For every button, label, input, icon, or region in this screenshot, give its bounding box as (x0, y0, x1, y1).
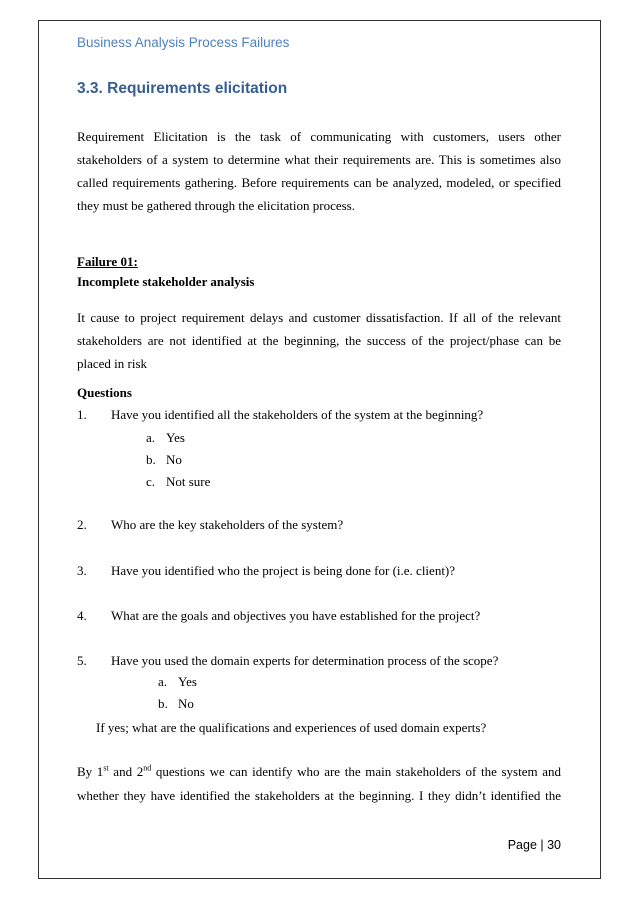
option-letter: c. (146, 474, 156, 489)
option (146, 473, 210, 491)
question-number: 5. (77, 653, 87, 668)
question-number: 3. (77, 563, 87, 578)
question-text: Who are the key stakeholders of the system? (111, 517, 344, 532)
option (146, 451, 182, 469)
option-letter: a. (146, 430, 156, 445)
page-number: Page | 30 (507, 838, 561, 852)
closing-text: and 2 (108, 764, 144, 779)
option-text: Yes (178, 674, 197, 689)
closing-text: questions we can identify who are the main stakeholders of the system and (151, 764, 561, 779)
question-number: 4. (77, 608, 87, 623)
option-letter: a. (158, 674, 168, 689)
section-heading: 3.3. Requirements elicitation (77, 80, 288, 97)
question-text: Have you identified who the project is being done for (i.e. client)? (111, 563, 456, 578)
question-number: 2. (77, 517, 87, 532)
failure-label: Failure 01: (77, 254, 138, 269)
option (158, 673, 197, 691)
option (146, 429, 185, 447)
option-text: No (166, 452, 182, 467)
failure-description: It cause to project requirement delays and customer dissatisfaction. If all of the relevant stakeholders are not identified at the beginning, the success of the project/phase can be placed in risk (77, 310, 561, 371)
question-text: Have you identified all the stakeholders of the system at the beginning? (111, 407, 484, 422)
running-header: Business Analysis Process Failures (77, 35, 290, 50)
superscript: nd (143, 763, 152, 773)
failure-title: Incomplete stakeholder analysis (77, 274, 255, 289)
option-text: Not sure (166, 474, 211, 489)
intro-paragraph: Requirement Elicitation is the task of communicating with customers, users other stakeholders of a system to determine what their requirements are. This is sometimes also called requirements gathering. Before requirements can be analyzed, modeled, or specified they must be gathered through the elicitation process. (77, 129, 561, 213)
question-number: 1. (77, 407, 87, 422)
closing-line-1 (77, 760, 561, 783)
option-letter: b. (146, 452, 156, 467)
question-text: Have you used the domain experts for determination process of the scope? (111, 653, 499, 668)
closing-line-2: whether they have identified the stakeholders at the beginning. I they didn’t identified the (77, 788, 561, 803)
option-text: No (178, 696, 194, 711)
superscript: st (103, 763, 109, 773)
question-text: What are the goals and objectives you have established for the project? (111, 608, 481, 623)
option-text: Yes (166, 430, 185, 445)
followup-question: If yes; what are the qualifications and experiences of used domain experts? (96, 720, 487, 735)
option-letter: b. (158, 696, 168, 711)
questions-heading: Questions (77, 385, 132, 400)
closing-text: By 1 (77, 764, 104, 779)
option (158, 695, 194, 713)
